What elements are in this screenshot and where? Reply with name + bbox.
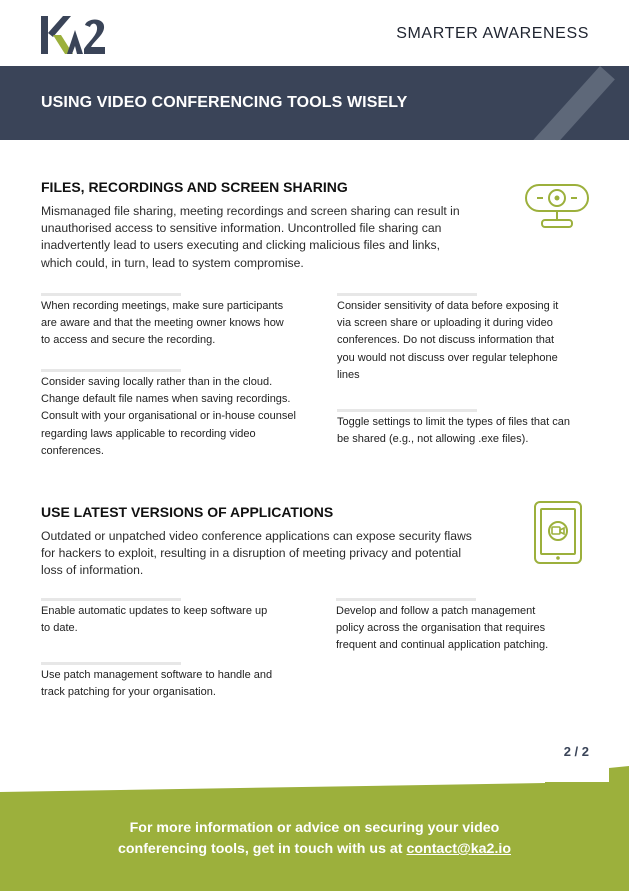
intro-line: Mismanaged file sharing, meeting recordings and screen sharing can result in [41,204,460,218]
tip-toggle-settings [337,409,597,448]
footer-line: For more information or advice on securing your video [129,820,500,836]
title-banner [0,66,629,140]
tip-line: to access and secure the recording. [41,334,216,347]
tip-divider [41,598,181,601]
tip-line: frequent and continual application patching. [336,639,549,652]
tip-line: Develop and follow a patch management [336,605,536,617]
tip-data-sensitivity [337,293,597,384]
banner-stripe [493,66,615,140]
tip-automatic-updates [41,598,326,637]
tip-line: to date. [41,622,78,635]
tip-divider [336,598,476,601]
tip-line: conferences. Do not discuss information that [337,334,555,347]
page-number: 2 / 2 [563,744,589,759]
tip-patch-software [41,662,326,701]
tip-line: conferences. [41,444,104,457]
footer-line-text: conferencing tools, get in touch with us at [117,841,407,857]
section-intro-files [41,203,460,272]
tip-line: via screen share or uploading it during video [337,317,553,330]
intro-line: for hackers to exploit, resulting in a disruption of meeting privacy and potential [41,546,462,561]
tip-line: Change default file names when saving recordings. [41,393,291,406]
tip-line: When recording meetings, make sure participants [41,300,284,312]
page-title: USING VIDEO CONFERENCING TOOLS WISELY [41,94,408,111]
tip-divider [41,369,181,372]
tip-line: Enable automatic updates to keep software up [41,605,268,617]
tip-recording-meetings [41,293,326,350]
ka2-logo [41,16,107,54]
tip-line: Use patch management software to handle and [41,669,273,681]
tip-divider [41,293,181,296]
tip-line: are aware and that the meeting owner knows how [41,317,284,330]
tip-line: Consider sensitivity of data before exposing it [337,300,559,312]
section-intro-versions [41,528,472,580]
tip-saving-locally [41,369,331,460]
section-title-files: FILES, RECORDINGS AND SCREEN SHARING [41,179,348,195]
tip-line: regarding laws applicable to recording video [41,427,256,440]
footer-line [0,839,629,860]
intro-line: loss of information. [41,563,144,578]
section-title-versions: USE LATEST VERSIONS OF APPLICATIONS [41,504,334,520]
tip-line: policy across the organisation that requires [336,622,546,635]
tip-patch-policy [336,598,596,655]
tip-line: Consult with your organisational or in-house counsel [41,410,296,423]
tagline: SMARTER AWARENESS [396,25,589,42]
intro-line: inadvertently lead to users executing and clicking malicious files and links, [41,238,441,253]
intro-line: which could, in turn, lead to system compromise. [41,255,304,270]
tip-divider [41,662,181,665]
contact-email-link[interactable]: contact@ka2.io [406,841,511,857]
webcam-icon [524,183,590,233]
footer-cta [0,818,629,860]
tip-line: you would not discuss over regular telephone [337,351,558,364]
tip-line: Toggle settings to limit the types of files that can [337,416,570,428]
tip-line: lines [337,368,360,381]
tip-line: Consider saving locally rather than in the cloud. [41,376,273,388]
tablet-video-icon [533,500,583,565]
tip-line: track patching for your organisation. [41,686,216,699]
tip-divider [337,409,477,412]
intro-line: Outdated or unpatched video conference applications can expose security flaws [41,529,472,543]
tip-line: be shared (e.g., not allowing .exe files). [337,433,529,446]
tip-divider [337,293,477,296]
intro-line: unauthorised access to sensitive information. Uncontrolled file sharing can [41,221,442,236]
